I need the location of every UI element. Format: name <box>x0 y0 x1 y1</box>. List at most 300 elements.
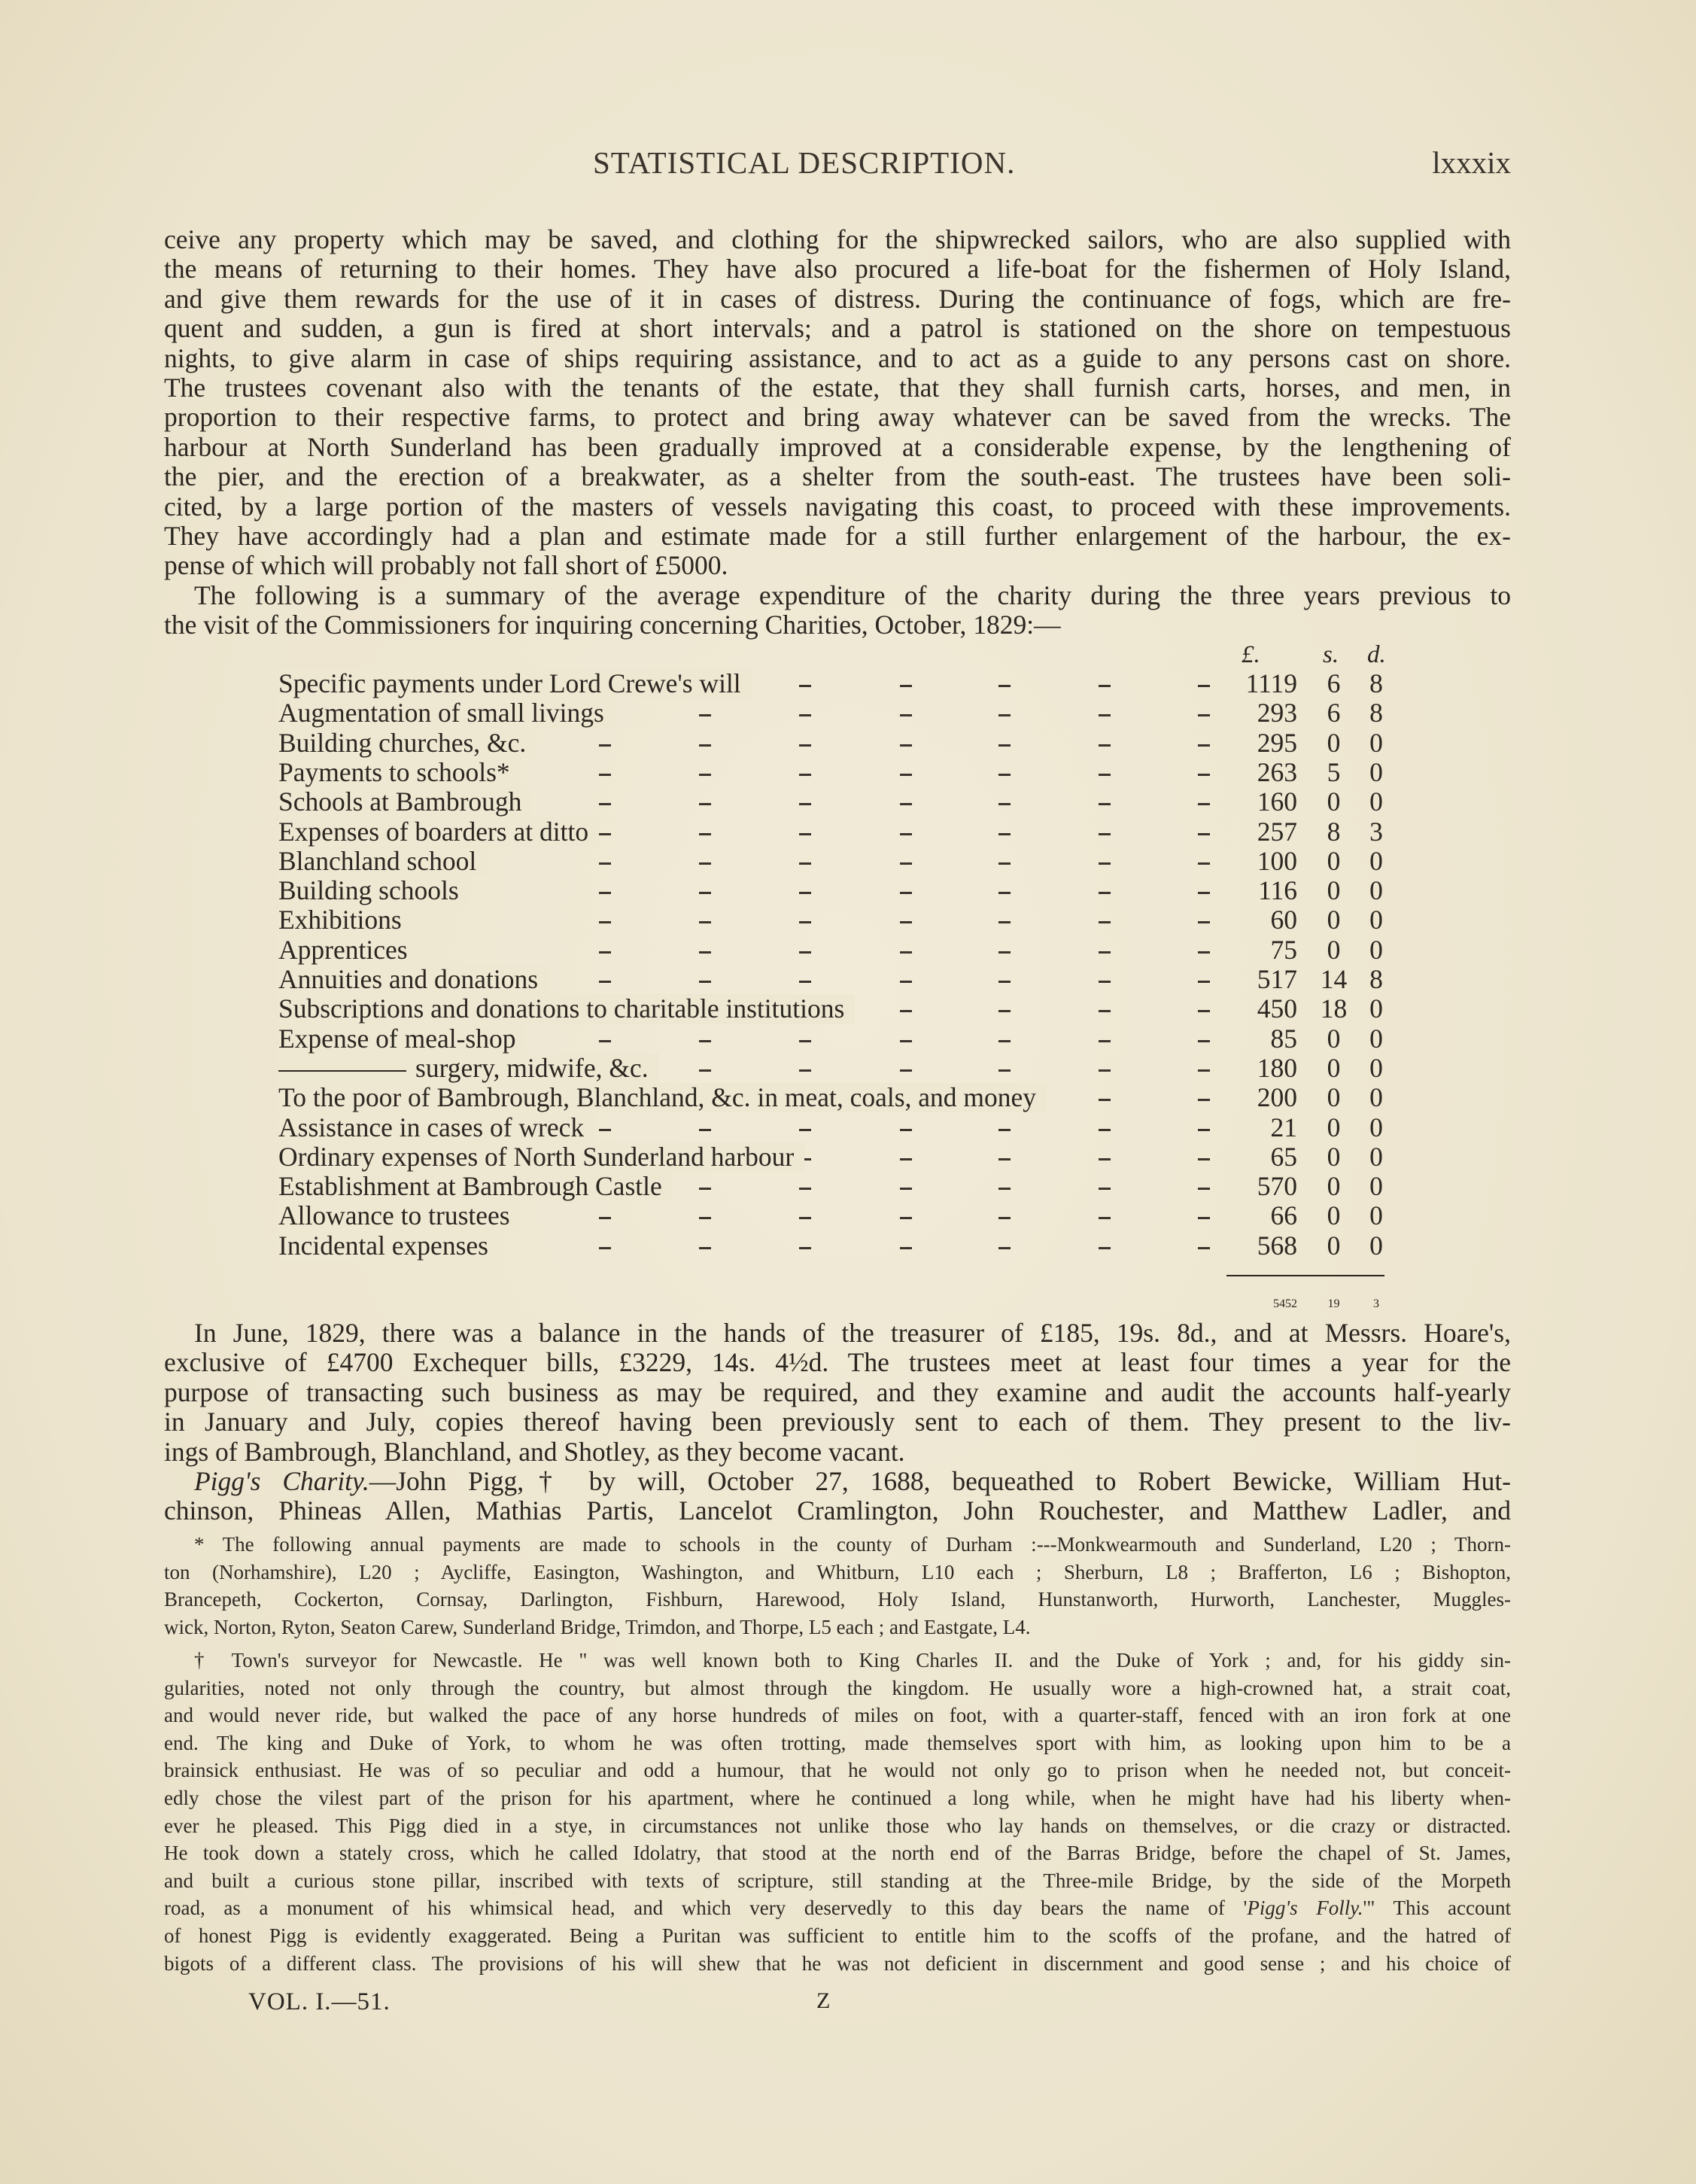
leader-dash <box>900 1247 912 1249</box>
leader-dash <box>799 1217 811 1219</box>
row-pounds: 1119 <box>1245 668 1297 698</box>
row-label-text: Establishment at Bambrough Castle <box>278 1171 662 1202</box>
leader-dash <box>998 951 1011 954</box>
leader-dash <box>599 1247 611 1249</box>
row-pounds: 200 <box>1257 1082 1297 1113</box>
leader-dash <box>900 921 912 923</box>
line-text: road, as a monument of his whimsical head, and which very deservedly to this day bears the name of ' <box>164 1897 1248 1920</box>
row-pence: 0 <box>1369 756 1383 787</box>
line-text: '" This account <box>1363 1897 1511 1920</box>
leader-dash <box>1099 862 1111 865</box>
header-pence: d. <box>1367 641 1386 668</box>
line: The following is a summary of the average expenditure of the charity during the three years previous to <box>194 580 1511 610</box>
leader-dash <box>1099 1069 1111 1072</box>
row-label <box>278 787 532 817</box>
line: the means of returning to their homes. They have also procured a life-boat for the fishermen of Holy Island, <box>164 254 1511 284</box>
row-pounds: 568 <box>1257 1230 1297 1261</box>
leader-dash <box>900 803 912 805</box>
row-label <box>278 669 752 698</box>
total-pence: 3 <box>1373 1297 1379 1310</box>
row-label-text: Incidental expenses <box>278 1230 488 1261</box>
leader-dash <box>1198 1040 1210 1042</box>
leader-dash <box>599 744 611 747</box>
leader-dash <box>699 1069 711 1072</box>
line: of honest Pigg is evidently exaggerated. Being a Puritan was sufficient to entitle him to the scoffs of the profane, and the hatred of <box>164 1924 1511 1947</box>
leader-dash <box>599 774 611 776</box>
leader-dash <box>1099 892 1111 894</box>
leader-dash <box>799 981 811 983</box>
leader-dash <box>699 774 711 776</box>
line: cited, by a large portion of the masters of vessels navigating this coast, to proceed with these improvements. <box>164 491 1511 522</box>
leader-dash <box>799 1129 811 1131</box>
row-label <box>278 1142 804 1172</box>
leader-dash <box>1198 1217 1210 1219</box>
table-row <box>0 1083 1696 1112</box>
row-pence: 0 <box>1369 1082 1383 1113</box>
row-shillings: 0 <box>1327 1200 1341 1231</box>
line: ever he pleased. This Pigg died in a stye, in circumstances not unlike those who lay hands on themselves, or die crazy or distracted. <box>164 1814 1511 1837</box>
row-pence: 8 <box>1369 668 1383 698</box>
line: wick, Norton, Ryton, Seaton Carew, Sunderland Bridge, Trimdon, and Thorpe, L5 each ; and Eastgate, L4. <box>164 1615 1031 1638</box>
row-label-text: Ordinary expenses of North Sunderland harbour <box>278 1141 795 1172</box>
line: † Town's surveyor for Newcastle. He " was well known both to King Charles II. and the Duke of York ; and, for his giddy sin- <box>194 1649 1511 1671</box>
table-row <box>0 994 1696 1024</box>
row-label-text: Schools at Bambrough <box>278 786 522 817</box>
row-label <box>278 729 536 758</box>
row-label-text: Expenses of boarders at ditto <box>278 816 589 847</box>
leader-dash <box>1099 1129 1111 1131</box>
leader-dash <box>1198 1099 1210 1101</box>
row-pence: 0 <box>1369 1230 1383 1261</box>
line: edly chose the vilest part of the prison for his apartment, where he continued a long while, when he might have had his liberty when- <box>164 1786 1511 1809</box>
row-pounds: 295 <box>1257 727 1297 758</box>
line: the visit of the Commissioners for inquiring concerning Charities, October, 1829:— <box>164 610 1061 640</box>
leader-dash <box>1198 1247 1210 1249</box>
line: purpose of transacting such business as may be required, and they examine and audit the accounts half-yearly <box>164 1376 1511 1407</box>
row-pence: 8 <box>1369 964 1383 994</box>
leader-dash <box>998 981 1011 983</box>
paragraph-balance <box>164 1319 1511 1467</box>
leader-dash <box>699 951 711 954</box>
row-shillings: 0 <box>1327 905 1341 935</box>
leader-dash <box>599 1217 611 1219</box>
row-pounds: 100 <box>1257 845 1297 876</box>
leader-dash <box>799 862 811 865</box>
row-pounds: 293 <box>1257 698 1297 729</box>
leader-dash <box>1198 803 1210 805</box>
row-pounds: 517 <box>1257 964 1297 994</box>
running-head <box>0 144 1696 190</box>
row-label <box>278 1201 521 1230</box>
row-label-text: Blanchland school <box>278 845 477 876</box>
row-pence: 3 <box>1369 816 1383 847</box>
row-shillings: 0 <box>1327 1141 1341 1172</box>
row-label-text: To the poor of Bambrough, Blanchland, &c. in meat, coals, and money <box>278 1082 1037 1113</box>
leader-dash <box>1198 1010 1210 1012</box>
running-title: STATISTICAL DESCRIPTION. <box>593 145 1016 180</box>
leader-dash <box>699 921 711 923</box>
row-pence: 0 <box>1369 905 1383 935</box>
leader-dash <box>900 981 912 983</box>
total-row <box>0 1289 1696 1319</box>
leader-dash <box>900 1188 912 1190</box>
row-label-text: Assistance in cases of wreck <box>278 1112 585 1142</box>
row-label-text: Specific payments under Lord Crewe's will <box>278 668 741 698</box>
leader-dash <box>998 1247 1011 1249</box>
line: exclusive of £4700 Exchequer bills, £3229, 14s. 4½d. The trustees meet at least four times a year for the <box>164 1347 1511 1378</box>
row-shillings: 0 <box>1327 727 1341 758</box>
leader-dash <box>799 714 811 716</box>
leader-dash <box>900 774 912 776</box>
row-shillings: 0 <box>1327 875 1341 906</box>
leader-dash <box>1099 1099 1111 1101</box>
leader-dash <box>998 1040 1011 1042</box>
row-label <box>278 698 615 728</box>
row-pence: 0 <box>1369 1171 1383 1202</box>
leader-dash <box>599 833 611 835</box>
line: and built a curious stone pillar, inscribed with texts of scripture, still standing at the Three-mile Bridge, by the side of the Morpeth <box>164 1869 1511 1892</box>
leader-dash <box>1099 921 1111 923</box>
table-row <box>0 787 1696 817</box>
leader-dash <box>998 744 1011 747</box>
leader-dash <box>998 833 1011 835</box>
leader-dash <box>998 1217 1011 1219</box>
line: He took down a stately cross, which he called Idolatry, that stood at the north end of the Barras Bridge, before the chapel of St. James, <box>164 1842 1511 1865</box>
footnote-pigg <box>164 1647 1511 1977</box>
leader-dash <box>998 803 1011 805</box>
leader-dash <box>998 714 1011 716</box>
row-label-text: Payments to schools* <box>278 756 510 787</box>
leader-dash <box>1099 1217 1111 1219</box>
table-row <box>0 1113 1696 1142</box>
ditto-rule <box>278 1070 406 1072</box>
row-shillings: 0 <box>1327 1230 1341 1261</box>
row-label-text: Exhibitions <box>278 905 402 935</box>
leader-dash <box>799 744 811 747</box>
row-shillings: 5 <box>1327 756 1341 787</box>
line: in January and July, copies thereof having been previously sent to each of them. They present to the liv- <box>164 1407 1511 1437</box>
leader-dash <box>900 1217 912 1219</box>
leader-dash <box>699 862 711 865</box>
leader-dash <box>1099 833 1111 835</box>
row-pence: 8 <box>1369 698 1383 729</box>
leader-dash <box>1099 1188 1111 1190</box>
leader-dash <box>900 1010 912 1012</box>
paragraph-piggs-charity <box>164 1467 1511 1526</box>
table-row <box>0 698 1696 728</box>
leader-dash <box>1198 981 1210 983</box>
row-pounds: 263 <box>1257 756 1297 787</box>
row-pence: 0 <box>1369 1023 1383 1054</box>
leader-dash <box>799 833 811 835</box>
row-label-text: Allowance to trustees <box>278 1200 510 1231</box>
table-row <box>0 817 1696 847</box>
row-label <box>278 1083 1047 1112</box>
row-pence: 0 <box>1369 845 1383 876</box>
piggs-folly: Pigg's Folly. <box>1247 1897 1363 1920</box>
leader-dash <box>599 921 611 923</box>
leader-dash <box>799 951 811 954</box>
leader-dash <box>1198 1069 1210 1072</box>
table-row <box>0 729 1696 758</box>
leader-dash <box>1099 774 1111 776</box>
leader-dash <box>900 685 912 687</box>
total-shillings: 19 <box>1327 1297 1340 1310</box>
leader-dash <box>699 833 711 835</box>
row-label-text: Building churches, &c. <box>278 727 527 758</box>
row-label-text: Annuities and donations <box>278 964 539 994</box>
row-label <box>278 1054 659 1083</box>
table-row <box>0 669 1696 698</box>
row-shillings: 6 <box>1327 698 1341 729</box>
line-text: —John Pigg,† by will, October 27, 1688, bequeathed to Robert Bewicke, William Hut- <box>369 1466 1511 1496</box>
row-pence: 0 <box>1369 786 1383 817</box>
table-row <box>0 1054 1696 1083</box>
total-rule <box>1226 1275 1384 1276</box>
row-shillings: 6 <box>1327 668 1341 698</box>
row-label <box>278 847 487 876</box>
row-shillings: 8 <box>1327 816 1341 847</box>
leader-dash <box>1099 744 1111 747</box>
leader-dash <box>699 892 711 894</box>
line: Brancepeth, Cockerton, Cornsay, Darlington, Fishburn, Harewood, Holy Island, Hunstanworth, Hurworth, Lanchester, Muggles- <box>164 1588 1511 1611</box>
leader-dash <box>599 1040 611 1042</box>
table-row <box>0 758 1696 787</box>
row-pounds: 116 <box>1258 875 1297 906</box>
row-label <box>278 817 599 847</box>
row-pence: 0 <box>1369 1141 1383 1172</box>
row-shillings: 0 <box>1327 1023 1341 1054</box>
leader-dash <box>900 833 912 835</box>
leader-dash <box>599 1129 611 1131</box>
line: proportion to their respective farms, to protect and bring away whatever can be saved from the wrecks. The <box>164 402 1511 433</box>
leader-dash <box>799 921 811 923</box>
leader-dash <box>998 921 1011 923</box>
leader-dash <box>799 1247 811 1249</box>
leader-dash <box>799 803 811 805</box>
row-shillings: 0 <box>1327 934 1341 965</box>
line: nights, to give alarm in case of ships requiring assistance, and to act as a guide to any persons cast on shore. <box>164 342 1511 373</box>
paragraph-summary-intro <box>164 581 1511 640</box>
line: the pier, and the erection of a breakwater, as a shelter from the south-east. The trustees have been soli- <box>164 461 1511 492</box>
leader-dash <box>1198 685 1210 687</box>
leader-dash <box>1198 892 1210 894</box>
row-label-text: Apprentices <box>278 934 408 965</box>
line: ings of Bambrough, Blanchland, and Shotley, as they become vacant. <box>164 1436 905 1467</box>
leader-dash <box>998 1158 1011 1160</box>
row-label-text: surgery, midwife, &c. <box>415 1052 649 1083</box>
leader-dash <box>900 951 912 954</box>
line: ceive any property which may be saved, and clothing for the shipwrecked sailors, who are also supplied with <box>164 224 1511 254</box>
row-pounds: 450 <box>1257 993 1297 1024</box>
line <box>164 1894 1511 1922</box>
row-label <box>278 935 418 965</box>
total-pounds: 5452 <box>1273 1297 1297 1310</box>
row-label <box>278 994 855 1024</box>
header-pounds: £. <box>1242 641 1260 668</box>
leader-dash <box>900 714 912 716</box>
row-pounds: 21 <box>1270 1112 1297 1142</box>
table-header <box>0 641 1696 668</box>
leader-dash <box>1099 1158 1111 1160</box>
row-pounds: 180 <box>1257 1052 1297 1083</box>
row-pence: 0 <box>1369 934 1383 965</box>
line: end. The king and Duke of York, to whom he was often trotting, made themselves sport with him, as looking upon him to be a <box>164 1731 1511 1754</box>
leader-dash <box>699 1217 711 1219</box>
leader-dash <box>699 1129 711 1131</box>
leader-dash <box>1099 981 1111 983</box>
leader-dash <box>699 1040 711 1042</box>
leader-dash <box>998 892 1011 894</box>
line: and would never ride, but walked the pace of any horse hundreds of miles on foot, with a quarter-staff, fenced with an iron fork at one <box>164 1704 1511 1727</box>
leader-dash <box>599 892 611 894</box>
row-label <box>278 876 470 905</box>
leader-dash <box>900 1129 912 1131</box>
signature-mark: Z <box>816 1988 831 2013</box>
leader-dash <box>998 1069 1011 1072</box>
leader-dash <box>599 862 611 865</box>
row-label-text: Building schools <box>278 875 459 906</box>
row-label <box>278 1113 594 1142</box>
leader-dash <box>699 744 711 747</box>
row-pence: 0 <box>1369 1112 1383 1142</box>
leader-dash <box>699 714 711 716</box>
leader-dash <box>998 1129 1011 1131</box>
row-shillings: 18 <box>1320 993 1348 1024</box>
leader-dash <box>900 1158 912 1160</box>
leader-dash <box>1099 685 1111 687</box>
leader-dash <box>799 1188 811 1190</box>
table-row <box>0 847 1696 876</box>
line: * The following annual payments are made to schools in the county of Durham :---Monkwearmouth and Sunderland, L20 ; Thorn- <box>194 1533 1511 1556</box>
row-label <box>278 1172 673 1201</box>
leader-dash <box>1198 1158 1210 1160</box>
leader-dash <box>799 685 811 687</box>
leader-dash <box>1198 1129 1210 1131</box>
leader-dash <box>1099 714 1111 716</box>
leader-dash <box>699 803 711 805</box>
table-row <box>0 935 1696 965</box>
leader-dash <box>599 951 611 954</box>
row-pounds: 570 <box>1257 1171 1297 1202</box>
leader-dash <box>699 1247 711 1249</box>
leader-dash <box>1099 951 1111 954</box>
row-pence: 0 <box>1369 993 1383 1024</box>
line: bigots of a different class. The provisions of his will shew that he was not deficient in discernment and good sense ; and his choice of <box>164 1951 1511 1975</box>
leader-dash <box>1198 744 1210 747</box>
row-pence: 0 <box>1369 875 1383 906</box>
line: pense of which will probably not fall short of £5000. <box>164 550 728 581</box>
leader-dash <box>599 803 611 805</box>
line: gularities, noted not only through the country, but almost through the kingdom. He usually wore a high-crowned hat, a strait coat, <box>164 1676 1511 1699</box>
row-label <box>278 1231 499 1261</box>
row-pounds: 257 <box>1257 816 1297 847</box>
row-pence: 0 <box>1369 1200 1383 1231</box>
line: quent and sudden, a gun is fired at short intervals; and a patrol is stationed on the shore on tempestuous <box>164 313 1511 344</box>
line: ton (Norhamshire), L20 ; Aycliffe, Easington, Washington, and Whitburn, L10 each ; Sherburn, L8 ; Brafferton, L6 ; Bishopton, <box>164 1560 1511 1583</box>
line: chinson, Phineas Allen, Mathias Partis, Lancelot Cramlington, John Rouchester, and Matthew Ladler, and <box>164 1495 1511 1526</box>
leader-dash <box>799 1069 811 1072</box>
table-row <box>0 965 1696 994</box>
leader-dash <box>799 774 811 776</box>
leader-dash <box>900 862 912 865</box>
leader-dash <box>1198 833 1210 835</box>
line: brainsick enthusiast. He was of so peculiar and odd a humour, that he would not only go to prison when he needed not, but conceit- <box>164 1759 1511 1782</box>
row-label <box>278 905 412 935</box>
leader-dash <box>1099 1040 1111 1042</box>
row-pounds: 75 <box>1270 934 1297 965</box>
row-label <box>278 965 549 994</box>
footnote-schools <box>164 1531 1511 1641</box>
row-shillings: 14 <box>1320 964 1348 994</box>
row-label-text: Expense of meal-shop <box>278 1023 516 1054</box>
row-label <box>278 758 521 787</box>
row-pence: 0 <box>1369 727 1383 758</box>
row-label <box>278 1024 526 1054</box>
leader-dash <box>998 1188 1011 1190</box>
line: In June, 1829, there was a balance in the hands of the treasurer of £185, 19s. 8d., and at Messrs. Hoare's, <box>194 1318 1511 1348</box>
row-label-text: Subscriptions and donations to charitable institutions <box>278 993 845 1024</box>
leader-dash <box>900 744 912 747</box>
leader-dash <box>1099 1010 1111 1012</box>
leader-dash <box>1198 714 1210 716</box>
row-shillings: 0 <box>1327 1171 1341 1202</box>
leader-dash <box>699 981 711 983</box>
leader-dash <box>799 892 811 894</box>
row-shillings: 0 <box>1327 1082 1341 1113</box>
page-number: lxxxix <box>1432 145 1511 180</box>
leader-dash <box>1198 774 1210 776</box>
row-label-text: Augmentation of small livings <box>278 698 604 729</box>
row-pounds: 160 <box>1257 786 1297 817</box>
table-row <box>0 1201 1696 1230</box>
table-row <box>0 1142 1696 1172</box>
leader-dash <box>900 1069 912 1072</box>
row-pounds: 65 <box>1270 1141 1297 1172</box>
row-shillings: 0 <box>1327 1112 1341 1142</box>
line: and give them rewards for the use of it in cases of distress. During the continuance of fogs, which are fre- <box>164 283 1511 314</box>
table-row <box>0 905 1696 935</box>
leader-dash <box>1198 1188 1210 1190</box>
row-pounds: 85 <box>1270 1023 1297 1054</box>
leader-dash <box>998 774 1011 776</box>
leader-dash <box>900 892 912 894</box>
leader-dash <box>1099 1247 1111 1249</box>
leader-dash <box>799 1040 811 1042</box>
line: The trustees covenant also with the tenants of the estate, that they shall furnish carts, horses, and men, in <box>164 372 1511 403</box>
row-pounds: 66 <box>1270 1200 1297 1231</box>
row-shillings: 0 <box>1327 1052 1341 1083</box>
row-shillings: 0 <box>1327 845 1341 876</box>
table-row <box>0 1231 1696 1261</box>
leader-dash <box>998 685 1011 687</box>
row-pounds: 60 <box>1270 905 1297 935</box>
row-pence: 0 <box>1369 1052 1383 1083</box>
table-row <box>0 1172 1696 1201</box>
line: They have accordingly had a plan and estimate made for a still further enlargement of the harbour, the ex- <box>164 520 1511 551</box>
volume-mark: VOL. I.—51. <box>248 1988 391 2015</box>
leader-dash <box>1198 921 1210 923</box>
leader-dash <box>900 1040 912 1042</box>
paragraph-lifeboat <box>164 225 1511 581</box>
header-shillings: s. <box>1323 641 1339 668</box>
row-shillings: 0 <box>1327 786 1341 817</box>
leader-dash <box>1099 803 1111 805</box>
section-heading: Pigg's Charity. <box>194 1466 369 1496</box>
leader-dash <box>599 981 611 983</box>
leader-dash <box>998 1010 1011 1012</box>
table-row <box>0 876 1696 905</box>
